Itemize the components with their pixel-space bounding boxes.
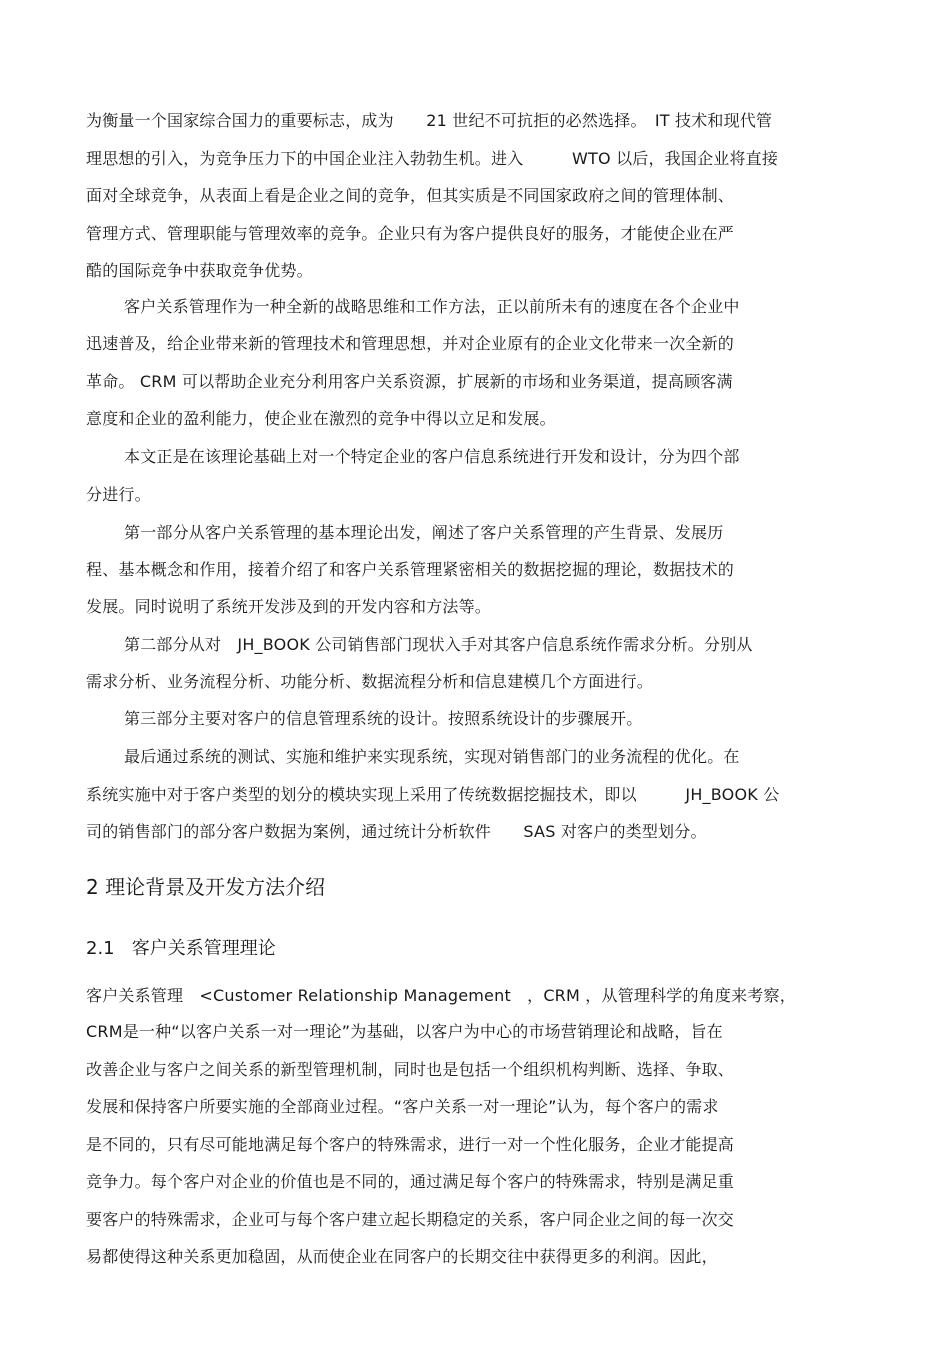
text-line: 第一部分从客户关系管理的基本理论出发，阐述了客户关系管理的产生背景、发展历: [124, 523, 724, 542]
text-line: 司的销售部门的部分客户数据为案例，通过统计分析软件 SAS 对客户的类型划分。: [86, 822, 707, 841]
text-line: 本文正是在该理论基础上对一个特定企业的客户信息系统进行开发和设计，分为四个部: [124, 447, 740, 466]
text-line: 客户关系管理作为一种全新的战略思维和工作方法，正以前所未有的速度在各个企业中: [124, 297, 740, 316]
text-line: 酷的国际竞争中获取竞争优势。: [86, 261, 313, 280]
text-line: 第二部分从对 JH_BOOK 公司销售部门现状入手对其客户信息系统作需求分析。分别从: [124, 635, 753, 654]
subsection-heading: 2.1 客户关系管理理论: [86, 938, 276, 959]
text-line: 为衡量一个国家综合国力的重要标志，成为 21 世纪不可抗拒的必然选择。 IT 技术和现代管: [86, 111, 773, 130]
text-line: 发展。同时说明了系统开发涉及到的开发内容和方法等。: [86, 597, 492, 616]
text-line: 发展和保持客户所要实施的全部商业过程。“客户关系一对一理论”认为，每个客户的需求: [86, 1097, 719, 1116]
text-line: 分进行。: [86, 485, 151, 504]
text-line: 第三部分主要对客户的信息管理系统的设计。按照系统设计的步骤展开。: [124, 709, 643, 728]
text-line: 客户关系管理 <Customer Relationship Management ，CRM ，从管理科学的角度来考察，: [86, 986, 796, 1005]
text-line: 管理方式、管理职能与管理效率的竞争。企业只有为客户提供良好的服务，才能使企业在严: [86, 224, 735, 243]
text-line: 系统实施中对于客户类型的划分的模块实现上采用了传统数据挖掘技术，即以 JH_BOOK 公: [86, 785, 780, 804]
text-line: 理思想的引入，为竞争压力下的中国企业注入勃勃生机。进入 WTO 以后，我国企业将直接: [86, 149, 779, 168]
text-line: 改善企业与客户之间关系的新型管理机制，同时也是包括一个组织机构判断、选择、争取、: [86, 1060, 735, 1079]
text-line: 竞争力。每个客户对企业的价值也是不同的，通过满足每个客户的特殊需求，特别是满足重: [86, 1172, 735, 1191]
text-line: 革命。 CRM 可以帮助企业充分利用客户关系资源，扩展新的市场和业务渠道，提高顾客满: [86, 372, 733, 391]
text-line: 迅速普及，给企业带来新的管理技术和管理思想，并对企业原有的企业文化带来一次全新的: [86, 334, 735, 353]
text-line: 程、基本概念和作用，接着介绍了和客户关系管理紧密相关的数据挖掘的理论，数据技术的: [86, 560, 735, 579]
text-line: 面对全球竞争，从表面上看是企业之间的竞争，但其实质是不同国家政府之间的管理体制、: [86, 186, 735, 205]
text-line: 最后通过系统的测试、实施和维护来实现系统，实现对销售部门的业务流程的优化。在: [124, 747, 740, 766]
text-line: 要客户的特殊需求，企业可与每个客户建立起长期稳定的关系，客户同企业之间的每一次交: [86, 1210, 735, 1229]
text-line: 需求分析、业务流程分析、功能分析、数据流程分析和信息建模几个方面进行。: [86, 672, 654, 691]
section-heading: 2 理论背景及开发方法介绍: [86, 875, 326, 899]
text-line: 意度和企业的盈利能力，使企业在激烈的竞争中得以立足和发展。: [86, 409, 556, 428]
text-line: 是不同的，只有尽可能地满足每个客户的特殊需求，进行一对一个性化服务，企业才能提高: [86, 1135, 735, 1154]
text-line: CRM是一种“以客户关系一对一理论”为基础，以客户为中心的市场营销理论和战略，旨在: [86, 1022, 723, 1041]
text-line: 易都使得这种关系更加稳固，从而使企业在同客户的长期交往中获得更多的利润。因此，: [86, 1247, 718, 1266]
